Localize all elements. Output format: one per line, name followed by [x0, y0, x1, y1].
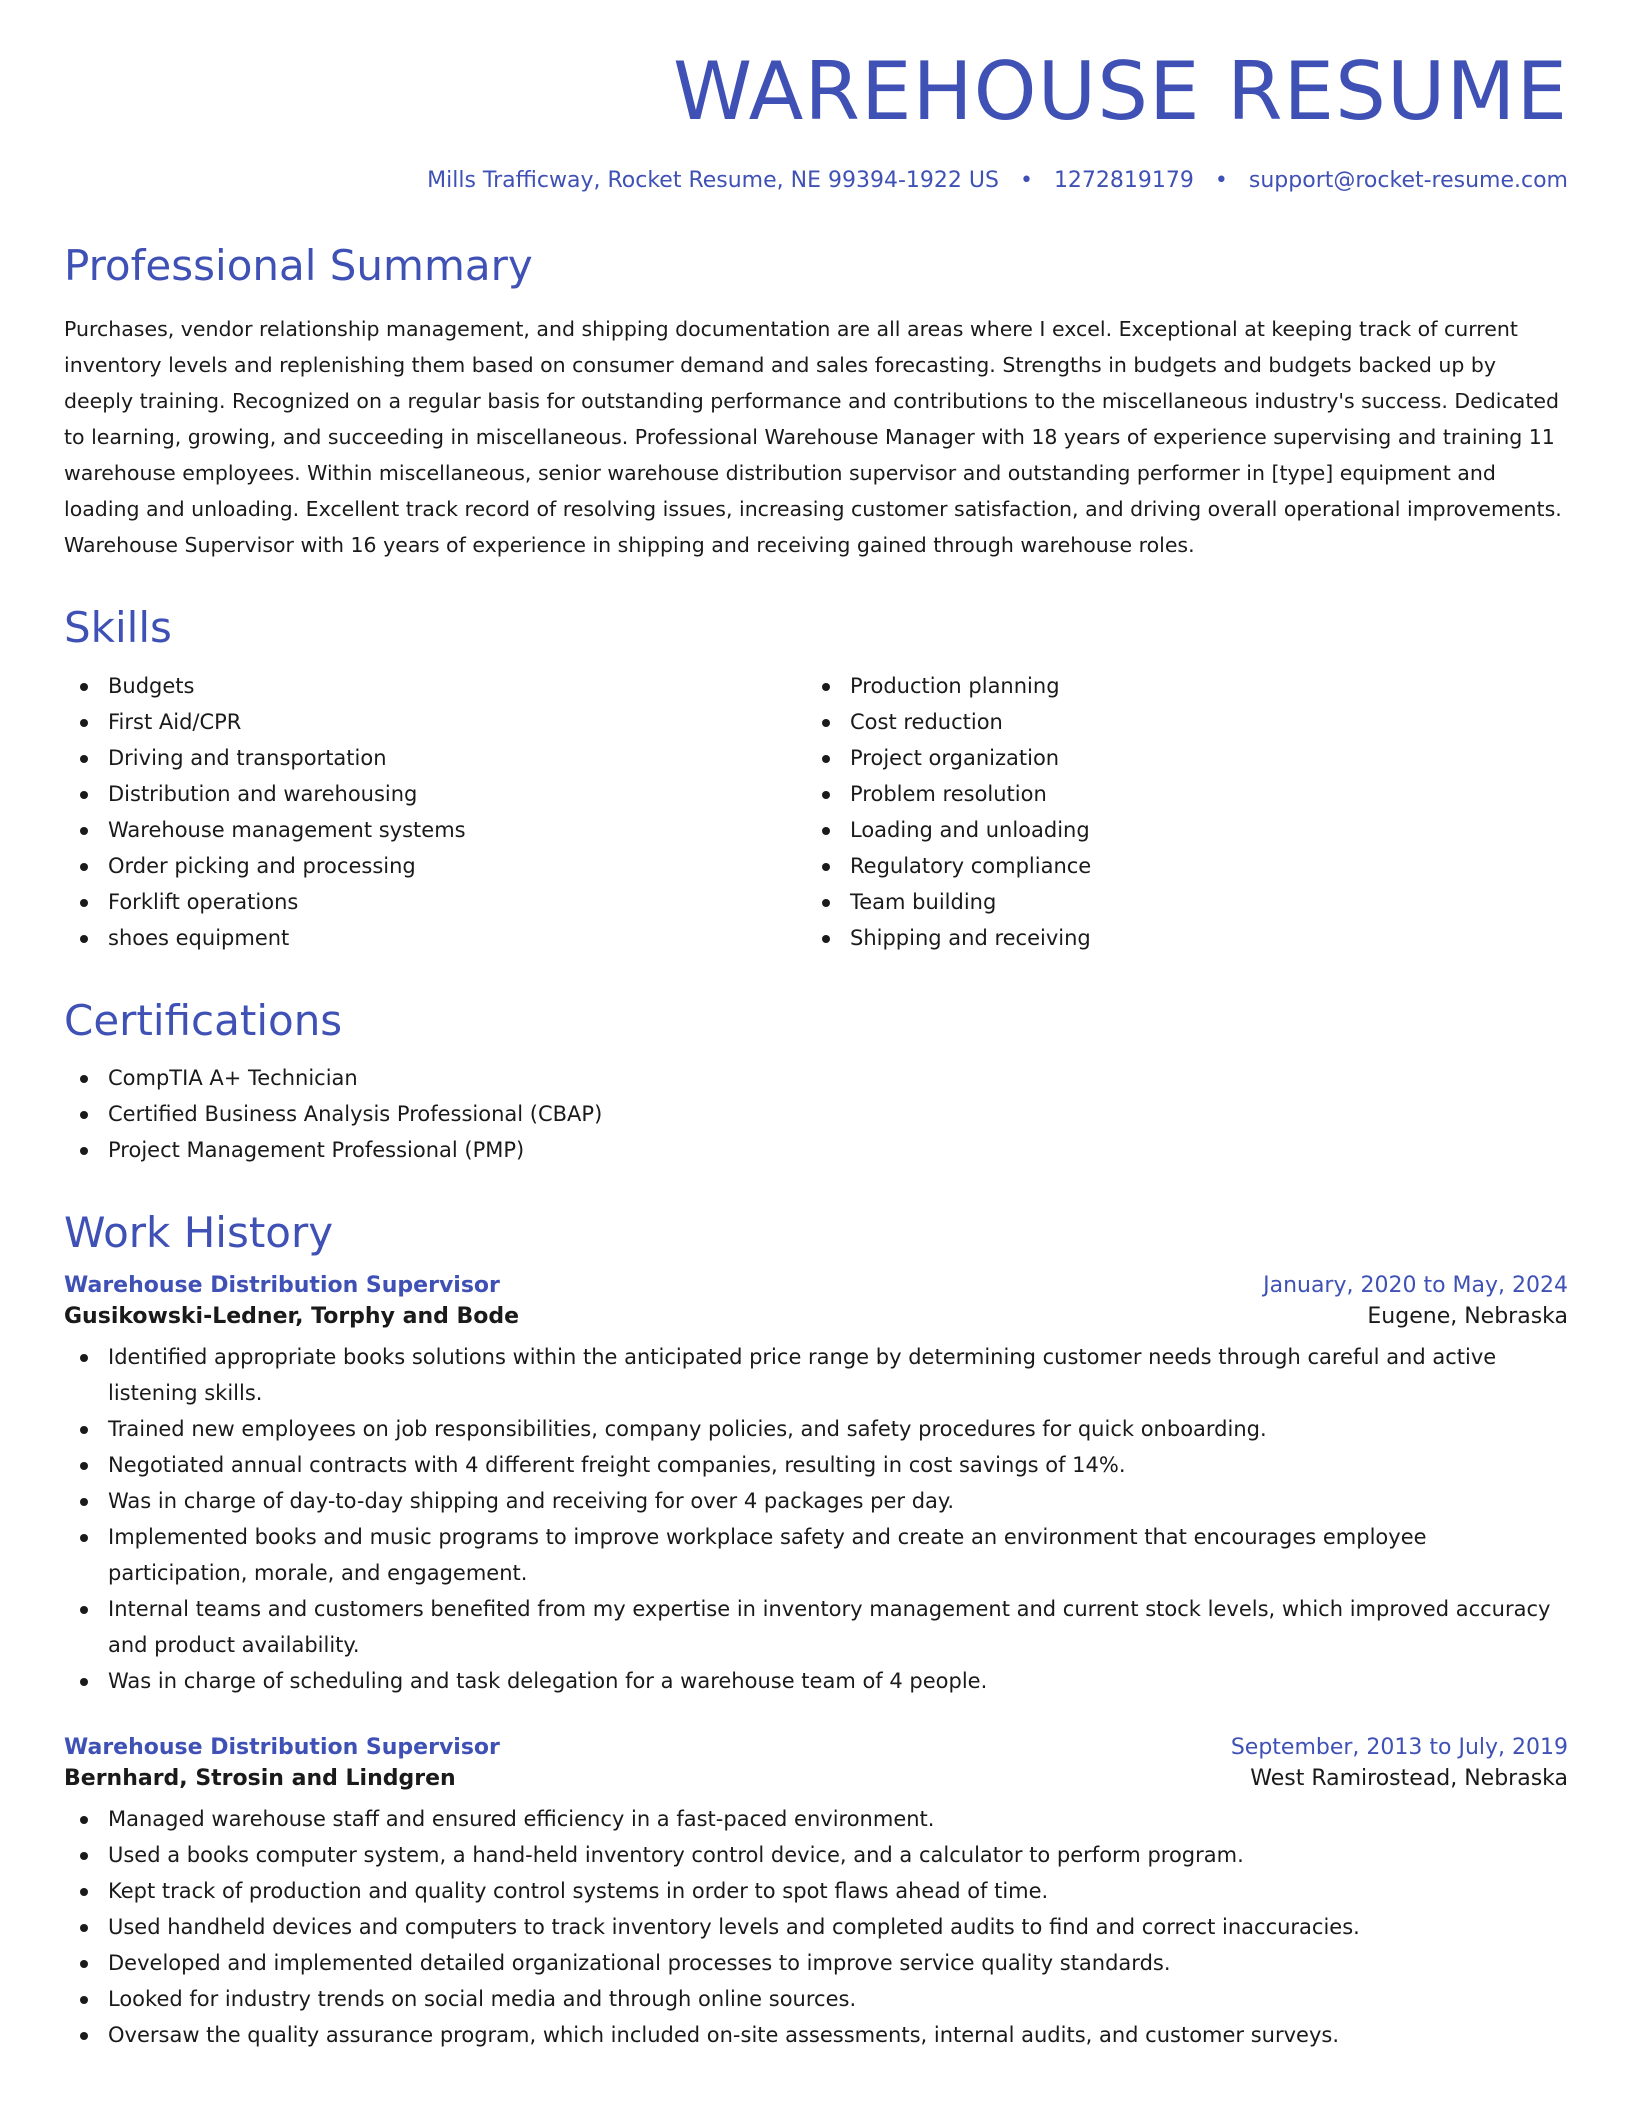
skill-item: Distribution and warehousing	[64, 776, 806, 812]
job-dates: January, 2020 to May, 2024	[1263, 1272, 1568, 1298]
contact-separator: •	[1019, 168, 1033, 193]
summary-heading: Professional Summary	[64, 241, 533, 290]
job-bullet: Kept track of production and quality control systems in order to spot flaws ahead of time.	[64, 1873, 1568, 1909]
certification-item: Certified Business Analysis Professional (CBAP)	[64, 1096, 1568, 1132]
skills-list-right	[806, 668, 1548, 956]
skill-item: Budgets	[64, 668, 806, 704]
job-title-row	[64, 1735, 1568, 1760]
job-bullet: Used handheld devices and computers to track inventory levels and completed audits to find and correct inaccuracies.	[64, 1909, 1568, 1945]
job-bullet: Identified appropriate books solutions within the anticipated price range by determining customer needs through careful and active listening skills.	[64, 1339, 1568, 1411]
contact-separator: •	[1214, 168, 1228, 193]
job-company: Bernhard, Strosin and Lindgren	[64, 1765, 456, 1791]
skill-item: Production planning	[806, 668, 1548, 704]
skill-item: Problem resolution	[806, 776, 1548, 812]
summary-section	[64, 241, 1568, 563]
skill-item: Regulatory compliance	[806, 848, 1548, 884]
job-bullet: Was in charge of day-to-day shipping and receiving for over 4 packages per day.	[64, 1483, 1568, 1519]
job-bullet: Trained new employees on job responsibilities, company policies, and safety procedures for quick onboarding.	[64, 1411, 1568, 1447]
job-bullet: Developed and implemented detailed organizational processes to improve service quality standards.	[64, 1945, 1568, 1981]
job-entry	[64, 1735, 1568, 2053]
skill-item: Project organization	[806, 740, 1548, 776]
certification-item: Project Management Professional (PMP)	[64, 1132, 1568, 1168]
job-company-row	[64, 1766, 1568, 1791]
job-dates: September, 2013 to July, 2019	[1230, 1734, 1568, 1760]
job-bullets	[64, 1801, 1568, 2053]
job-location: Eugene, Nebraska	[1367, 1303, 1568, 1329]
job-bullet: Implemented books and music programs to improve workplace safety and create an environment that encourages employee participation, morale, and engagement.	[64, 1519, 1568, 1591]
skills-heading: Skills	[64, 603, 172, 653]
skill-item: Order picking and processing	[64, 848, 806, 884]
skills-section	[64, 603, 1568, 955]
job-bullet: Used a books computer system, a hand-held inventory control device, and a calculator to perform program.	[64, 1837, 1568, 1873]
job-title-row	[64, 1273, 1568, 1298]
skills-list-left	[64, 668, 806, 956]
resume-header	[64, 0, 1568, 193]
job-bullet: Internal teams and customers benefited from my expertise in inventory management and current stock levels, which improved accuracy and product availability.	[64, 1591, 1568, 1663]
job-location: West Ramirostead, Nebraska	[1250, 1765, 1568, 1791]
skill-item: First Aid/CPR	[64, 704, 806, 740]
work-history-section	[64, 1208, 1568, 2052]
job-bullet: Was in charge of scheduling and task delegation for a warehouse team of 4 people.	[64, 1663, 1568, 1699]
work-history-heading: Work History	[64, 1208, 334, 1258]
skills-grid	[64, 668, 1568, 956]
job-entry	[64, 1273, 1568, 1699]
skill-item: Shipping and receiving	[806, 920, 1548, 956]
certifications-list	[64, 1060, 1568, 1168]
contact-email: support@rocket-resume.com	[1248, 168, 1568, 193]
contact-line	[64, 168, 1568, 193]
skill-item: Cost reduction	[806, 704, 1548, 740]
certifications-heading: Certifications	[64, 995, 343, 1045]
skill-item: Driving and transportation	[64, 740, 806, 776]
summary-text: Purchases, vendor relationship management, and shipping documentation are all areas where I excel. Exceptional at keeping track of current inventory levels and replenishing them based on consumer demand and sales forecasting. Strengths in budgets and budgets backed up by deeply training. Recognized on a regular basis for outstanding performance and contributions to the miscellaneous industry's success. Dedicated to learning, growing, and succeeding in miscellaneous. Professional Warehouse Manager with 18 years of experience supervising and training 11 warehouse employees. Within miscellaneous, senior warehouse distribution supervisor and outstanding performer in [type] equipment and loading and unloading. Excellent track record of resolving issues, increasing customer satisfaction, and driving overall operational improvements. Warehouse Supervisor with 16 years of experience in shipping and receiving gained through warehouse roles.	[64, 317, 1562, 558]
skill-item: shoes equipment	[64, 920, 806, 956]
job-bullet: Negotiated annual contracts with 4 different freight companies, resulting in cost savings of 14%.	[64, 1447, 1568, 1483]
job-company-row	[64, 1304, 1568, 1329]
certifications-section	[64, 996, 1568, 1168]
skill-item: Forklift operations	[64, 884, 806, 920]
skill-item: Warehouse management systems	[64, 812, 806, 848]
certification-item: CompTIA A+ Technician	[64, 1060, 1568, 1096]
job-company: Gusikowski-Ledner, Torphy and Bode	[64, 1303, 520, 1329]
job-bullet: Looked for industry trends on social media and through online sources.	[64, 1981, 1568, 2017]
contact-address: Mills Trafficway, Rocket Resume, NE 99394-1922 US	[427, 168, 999, 193]
resume-name: WAREHOUSE RESUME	[672, 45, 1568, 138]
skill-item: Team building	[806, 884, 1548, 920]
job-title: Warehouse Distribution Supervisor	[64, 1734, 500, 1760]
job-bullets	[64, 1339, 1568, 1699]
skill-item: Loading and unloading	[806, 812, 1548, 848]
job-bullet: Oversaw the quality assurance program, which included on-site assessments, internal audits, and customer surveys.	[64, 2017, 1568, 2053]
job-bullet: Managed warehouse staff and ensured efficiency in a fast-paced environment.	[64, 1801, 1568, 1837]
contact-phone: 1272819179	[1053, 168, 1194, 193]
job-title: Warehouse Distribution Supervisor	[64, 1272, 500, 1298]
